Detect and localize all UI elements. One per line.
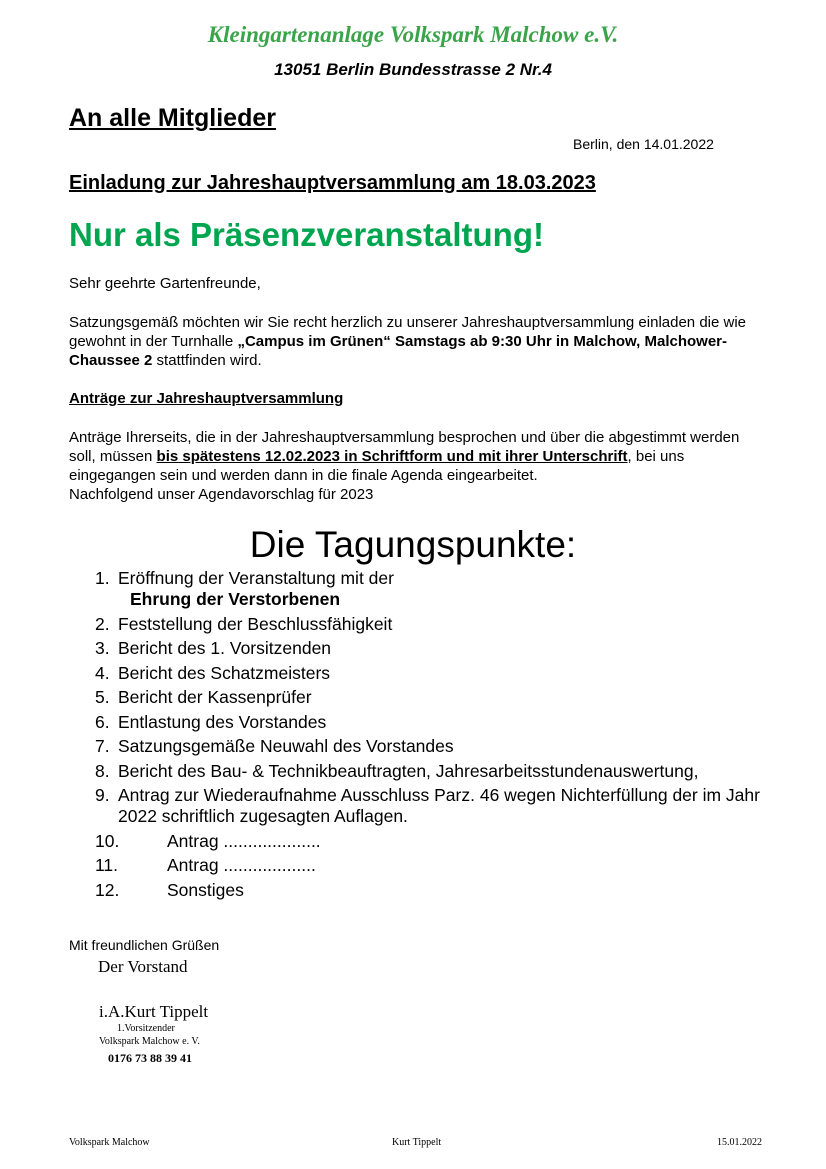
agenda-item xyxy=(95,663,795,684)
club-name: Kleingartenanlage Volkspark Malchow e.V. xyxy=(207,22,619,47)
agenda-text: Sonstiges xyxy=(167,879,244,900)
signature-club: Volkspark Malchow e. V. xyxy=(99,1036,200,1047)
agenda-number: 2. xyxy=(95,613,110,634)
agenda-number: 4. xyxy=(95,662,110,683)
closing: Mit freundlichen Grüßen xyxy=(69,937,220,953)
agenda-text: Eröffnung der Veranstaltung mit der xyxy=(118,568,394,588)
agenda-text: Entlastung des Vorstandes xyxy=(118,711,327,732)
intro-paragraph xyxy=(69,313,769,370)
agenda-intro: Nachfolgend unser Agendavorschlag für 2023 xyxy=(69,486,374,503)
agenda-item xyxy=(0,855,795,876)
motions-heading: Anträge zur Jahreshauptversammlung xyxy=(69,390,344,407)
signature-phone: 0176 73 88 39 41 xyxy=(108,1051,192,1065)
agenda-subtext: Ehrung der Verstorbenen xyxy=(130,589,341,609)
agenda-list xyxy=(95,568,795,904)
signature-name: i.A.Kurt Tippelt xyxy=(99,1002,209,1021)
agenda-item xyxy=(95,614,795,635)
board-signoff: Der Vorstand xyxy=(98,957,188,976)
signature-role: 1.Vorsitzender xyxy=(117,1023,175,1034)
agenda-item xyxy=(95,736,795,757)
agenda-number: 10. xyxy=(95,830,120,851)
date-line: Berlin, den 14.01.2022 xyxy=(573,136,714,152)
agenda-number: 11. xyxy=(95,855,119,875)
agenda-text: Satzungsgemäße Neuwahl des Vorstandes xyxy=(118,736,454,756)
agenda-text: Antrag ................... xyxy=(167,855,316,875)
agenda-number: 6. xyxy=(95,711,110,732)
footer-left: Volkspark Malchow xyxy=(69,1137,150,1148)
intro-text-1: Satzungsgemäß möchten wir Sie recht herzlich zu unserer Jahreshauptversammlung einladen die wie gewohnt in der Turnhalle xyxy=(69,314,747,350)
footer-right: 15.01.2022 xyxy=(717,1137,762,1148)
agenda-item xyxy=(95,785,768,827)
invitation-title: Einladung zur Jahreshauptversammlung am 18.03.2023 xyxy=(69,172,596,194)
agenda-text: Feststellung der Beschlussfähigkeit xyxy=(118,613,393,634)
presence-notice: Nur als Präsenzveranstaltung! xyxy=(69,216,544,253)
agenda-text: Antrag .................... xyxy=(167,830,321,851)
agenda-number: 1. xyxy=(95,568,110,588)
agenda-item xyxy=(95,568,795,610)
agenda-number: 5. xyxy=(95,687,110,707)
agenda-text: Bericht des Schatzmeisters xyxy=(118,662,331,683)
agenda-text: Bericht des 1. Vorsitzenden xyxy=(118,638,332,658)
agenda-item xyxy=(95,687,795,708)
agenda-item xyxy=(95,761,795,782)
agenda-item xyxy=(0,831,795,852)
motions-text-1: Anträge Ihrerseits, die in der Jahreshauptversammlung besprochen und über die abgestimmt werden soll, müssen xyxy=(69,429,740,465)
intro-text-2: stattfinden wird. xyxy=(152,352,262,369)
salutation: Sehr geehrte Gartenfreunde, xyxy=(69,275,261,292)
agenda-number: 3. xyxy=(95,638,110,658)
motions-text-2: , bei uns eingegangen sein und werden dann in die finale Agenda eingearbeitet. xyxy=(69,448,685,484)
agenda-number: 7. xyxy=(95,736,110,756)
agenda-text: Bericht des Bau- & Technikbeauftragten, Jahresarbeitsstundenauswertung, xyxy=(118,760,699,781)
motions-deadline: bis spätestens 12.02.2023 in Schriftform und mit ihrer Unterschrift xyxy=(156,448,628,465)
recipient-heading: An alle Mitglieder xyxy=(69,104,276,132)
agenda-text: Bericht der Kassenprüfer xyxy=(118,687,312,707)
agenda-item xyxy=(0,880,795,901)
agenda-item xyxy=(95,638,795,659)
agenda-number: 8. xyxy=(95,760,110,781)
agenda-number: 9. xyxy=(95,785,110,805)
agenda-number: 12. xyxy=(95,879,120,900)
club-address: 13051 Berlin Bundesstrasse 2 Nr.4 xyxy=(274,60,552,79)
agenda-text: Antrag zur Wiederaufnahme Ausschluss Parz. 46 wegen Nichterfüllung der im Jahr 2022 schriftlich zugesagten Auflagen. xyxy=(118,785,760,826)
intro-venue: „Campus im Grünen“ Samstags ab 9:30 Uhr in Malchow, Malchower-Chaussee 2 xyxy=(69,333,728,369)
motions-paragraph xyxy=(69,428,769,504)
agenda-title: Die Tagungspunkte: xyxy=(249,524,577,565)
agenda-item xyxy=(95,712,795,733)
footer-center: Kurt Tippelt xyxy=(392,1137,442,1148)
